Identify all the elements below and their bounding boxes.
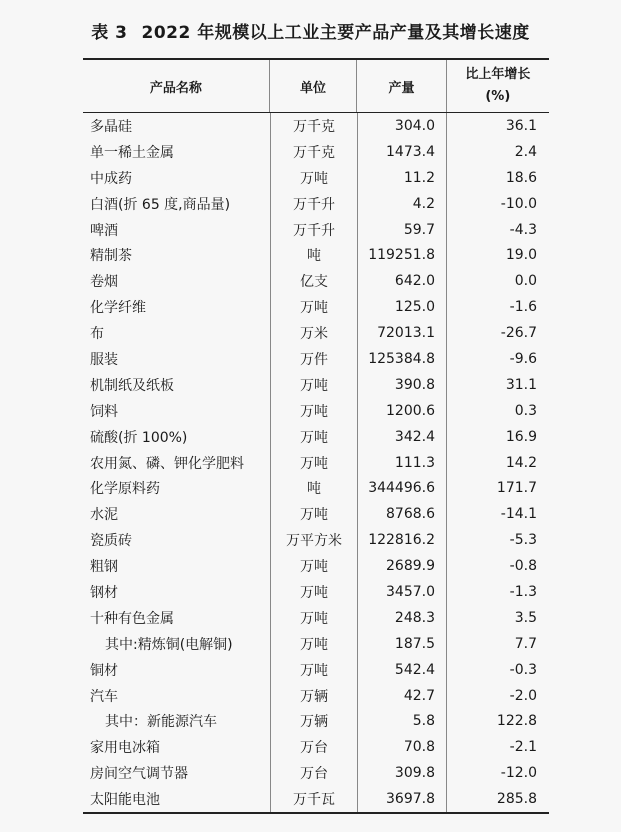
cell-product-name: 瓷质砖 bbox=[90, 533, 132, 550]
cell-unit: 万米 bbox=[270, 320, 357, 346]
cell-unit: 亿支 bbox=[270, 268, 357, 294]
cell-output: 542.4 bbox=[357, 657, 446, 683]
cell-output: 111.3 bbox=[357, 450, 446, 476]
table-row bbox=[83, 579, 549, 605]
cell-growth: 0.0 bbox=[446, 268, 549, 294]
cell-output: 119251.8 bbox=[357, 242, 446, 268]
cell-output: 4.2 bbox=[357, 191, 446, 217]
header-growth-line2: (%) bbox=[485, 89, 511, 104]
cell-growth: 36.1 bbox=[446, 113, 549, 139]
cell-unit: 万辆 bbox=[270, 708, 357, 734]
cell-unit: 万平方米 bbox=[270, 527, 357, 553]
cell-output: 3697.8 bbox=[357, 786, 446, 812]
cell-output: 187.5 bbox=[357, 631, 446, 657]
cell-product-name: 啤酒 bbox=[90, 222, 118, 239]
cell-growth: 3.5 bbox=[446, 605, 549, 631]
table-row bbox=[83, 398, 549, 424]
production-table bbox=[83, 58, 549, 814]
table-row bbox=[83, 631, 549, 657]
cell-output: 342.4 bbox=[357, 424, 446, 450]
table-row bbox=[83, 139, 549, 165]
table-row bbox=[83, 708, 549, 734]
table-body bbox=[83, 113, 549, 812]
cell-product-name: 铜材 bbox=[90, 662, 118, 679]
cell-unit: 万件 bbox=[270, 346, 357, 372]
table-row bbox=[83, 191, 549, 217]
cell-growth: -26.7 bbox=[446, 320, 549, 346]
cell-product-name: 钢材 bbox=[90, 584, 118, 601]
cell-growth: 14.2 bbox=[446, 450, 549, 476]
cell-growth: 2.4 bbox=[446, 139, 549, 165]
cell-output: 390.8 bbox=[357, 372, 446, 398]
cell-product-name: 布 bbox=[90, 326, 104, 343]
cell-unit: 万吨 bbox=[270, 398, 357, 424]
cell-product-name: 农用氮、磷、钾化学肥料 bbox=[90, 455, 244, 472]
cell-output: 125.0 bbox=[357, 294, 446, 320]
cell-product-name: 化学纤维 bbox=[90, 300, 146, 317]
header-output: 产量 bbox=[356, 60, 445, 112]
cell-output: 125384.8 bbox=[357, 346, 446, 372]
table-row bbox=[83, 683, 549, 709]
cell-product-name: 化学原料药 bbox=[90, 481, 160, 498]
cell-product-name: 家用电冰箱 bbox=[90, 740, 160, 757]
table-row bbox=[83, 450, 549, 476]
cell-growth: -4.3 bbox=[446, 217, 549, 243]
table-row bbox=[83, 657, 549, 683]
cell-product-name: 硫酸(折 100%) bbox=[90, 429, 188, 446]
cell-growth: -0.3 bbox=[446, 657, 549, 683]
cell-growth: 7.7 bbox=[446, 631, 549, 657]
cell-output: 1200.6 bbox=[357, 398, 446, 424]
cell-product-name: 其中：新能源汽车 bbox=[105, 714, 217, 731]
cell-unit: 万吨 bbox=[270, 605, 357, 631]
cell-unit: 吨 bbox=[270, 475, 357, 501]
cell-unit: 万吨 bbox=[270, 631, 357, 657]
cell-growth: 122.8 bbox=[446, 708, 549, 734]
table-row bbox=[83, 372, 549, 398]
table-row bbox=[83, 268, 549, 294]
cell-growth: 171.7 bbox=[446, 475, 549, 501]
cell-product-name: 十种有色金属 bbox=[90, 610, 174, 627]
table-row bbox=[83, 113, 549, 139]
cell-product-name: 水泥 bbox=[90, 507, 118, 524]
table-row bbox=[83, 346, 549, 372]
cell-output: 42.7 bbox=[357, 683, 446, 709]
table-row bbox=[83, 501, 549, 527]
table-row bbox=[83, 605, 549, 631]
header-growth-line1: 比上年增长 bbox=[465, 67, 531, 82]
cell-unit: 万吨 bbox=[270, 372, 357, 398]
table-row bbox=[83, 475, 549, 501]
cell-product-name: 机制纸及纸板 bbox=[90, 377, 174, 394]
cell-unit: 万吨 bbox=[270, 579, 357, 605]
cell-unit: 万辆 bbox=[270, 683, 357, 709]
header-growth bbox=[446, 60, 549, 112]
table-row bbox=[83, 786, 549, 812]
cell-product-name: 粗钢 bbox=[90, 559, 118, 576]
cell-output: 11.2 bbox=[357, 165, 446, 191]
cell-growth: -9.6 bbox=[446, 346, 549, 372]
cell-unit: 万千克 bbox=[270, 113, 357, 139]
cell-growth: 0.3 bbox=[446, 398, 549, 424]
cell-product-name: 精制茶 bbox=[90, 248, 132, 265]
cell-output: 122816.2 bbox=[357, 527, 446, 553]
cell-product-name: 白酒(折 65 度,商品量) bbox=[90, 196, 231, 213]
cell-unit: 吨 bbox=[270, 242, 357, 268]
cell-growth: 31.1 bbox=[446, 372, 549, 398]
table-row bbox=[83, 242, 549, 268]
cell-growth: -14.1 bbox=[446, 501, 549, 527]
header-product-name: 产品名称 bbox=[149, 80, 202, 96]
cell-product-name: 其中:精炼铜(电解铜) bbox=[105, 636, 233, 653]
cell-output: 1473.4 bbox=[357, 139, 446, 165]
cell-output: 8768.6 bbox=[357, 501, 446, 527]
cell-growth: -12.0 bbox=[446, 760, 549, 786]
header-unit: 单位 bbox=[269, 60, 356, 112]
cell-growth: 285.8 bbox=[446, 786, 549, 812]
cell-output: 344496.6 bbox=[357, 475, 446, 501]
cell-growth: -10.0 bbox=[446, 191, 549, 217]
table-row bbox=[83, 527, 549, 553]
cell-product-name: 单一稀土金属 bbox=[90, 144, 174, 161]
table-number: 表 3 bbox=[91, 23, 128, 43]
cell-product-name: 中成药 bbox=[90, 170, 132, 187]
cell-unit: 万千瓦 bbox=[270, 786, 357, 812]
cell-unit: 万台 bbox=[270, 760, 357, 786]
cell-unit: 万吨 bbox=[270, 501, 357, 527]
cell-growth: -2.0 bbox=[446, 683, 549, 709]
cell-growth: -5.3 bbox=[446, 527, 549, 553]
cell-unit: 万千克 bbox=[270, 139, 357, 165]
cell-product-name: 卷烟 bbox=[90, 274, 118, 291]
cell-output: 5.8 bbox=[357, 708, 446, 734]
cell-unit: 万吨 bbox=[270, 553, 357, 579]
cell-product-name: 多晶硅 bbox=[90, 118, 132, 135]
cell-output: 59.7 bbox=[357, 217, 446, 243]
cell-output: 3457.0 bbox=[357, 579, 446, 605]
cell-product-name: 汽车 bbox=[90, 688, 118, 705]
table-row bbox=[83, 294, 549, 320]
cell-growth: -1.3 bbox=[446, 579, 549, 605]
table-row bbox=[83, 217, 549, 243]
cell-unit: 万千升 bbox=[270, 217, 357, 243]
cell-product-name: 服装 bbox=[90, 351, 118, 368]
cell-product-name: 太阳能电池 bbox=[90, 792, 160, 809]
cell-growth: -0.8 bbox=[446, 553, 549, 579]
table-row bbox=[83, 424, 549, 450]
cell-output: 2689.9 bbox=[357, 553, 446, 579]
cell-unit: 万吨 bbox=[270, 657, 357, 683]
table-title bbox=[0, 18, 621, 43]
cell-unit: 万台 bbox=[270, 734, 357, 760]
cell-growth: 16.9 bbox=[446, 424, 549, 450]
cell-output: 70.8 bbox=[357, 734, 446, 760]
cell-unit: 万吨 bbox=[270, 424, 357, 450]
table-header bbox=[83, 60, 549, 113]
cell-growth: -2.1 bbox=[446, 734, 549, 760]
cell-growth: 19.0 bbox=[446, 242, 549, 268]
cell-unit: 万千升 bbox=[270, 191, 357, 217]
cell-output: 248.3 bbox=[357, 605, 446, 631]
table-title-text: 2022 年规模以上工业主要产品产量及其增长速度 bbox=[141, 23, 530, 43]
cell-output: 304.0 bbox=[357, 113, 446, 139]
table-row bbox=[83, 553, 549, 579]
cell-output: 642.0 bbox=[357, 268, 446, 294]
cell-output: 72013.1 bbox=[357, 320, 446, 346]
cell-product-name: 饲料 bbox=[90, 403, 118, 420]
table-row bbox=[83, 760, 549, 786]
cell-product-name: 房间空气调节器 bbox=[90, 766, 188, 783]
cell-growth: 18.6 bbox=[446, 165, 549, 191]
table-row bbox=[83, 734, 549, 760]
cell-unit: 万吨 bbox=[270, 165, 357, 191]
cell-unit: 万吨 bbox=[270, 450, 357, 476]
table-row bbox=[83, 165, 549, 191]
table-row bbox=[83, 320, 549, 346]
cell-output: 309.8 bbox=[357, 760, 446, 786]
cell-growth: -1.6 bbox=[446, 294, 549, 320]
cell-unit: 万吨 bbox=[270, 294, 357, 320]
